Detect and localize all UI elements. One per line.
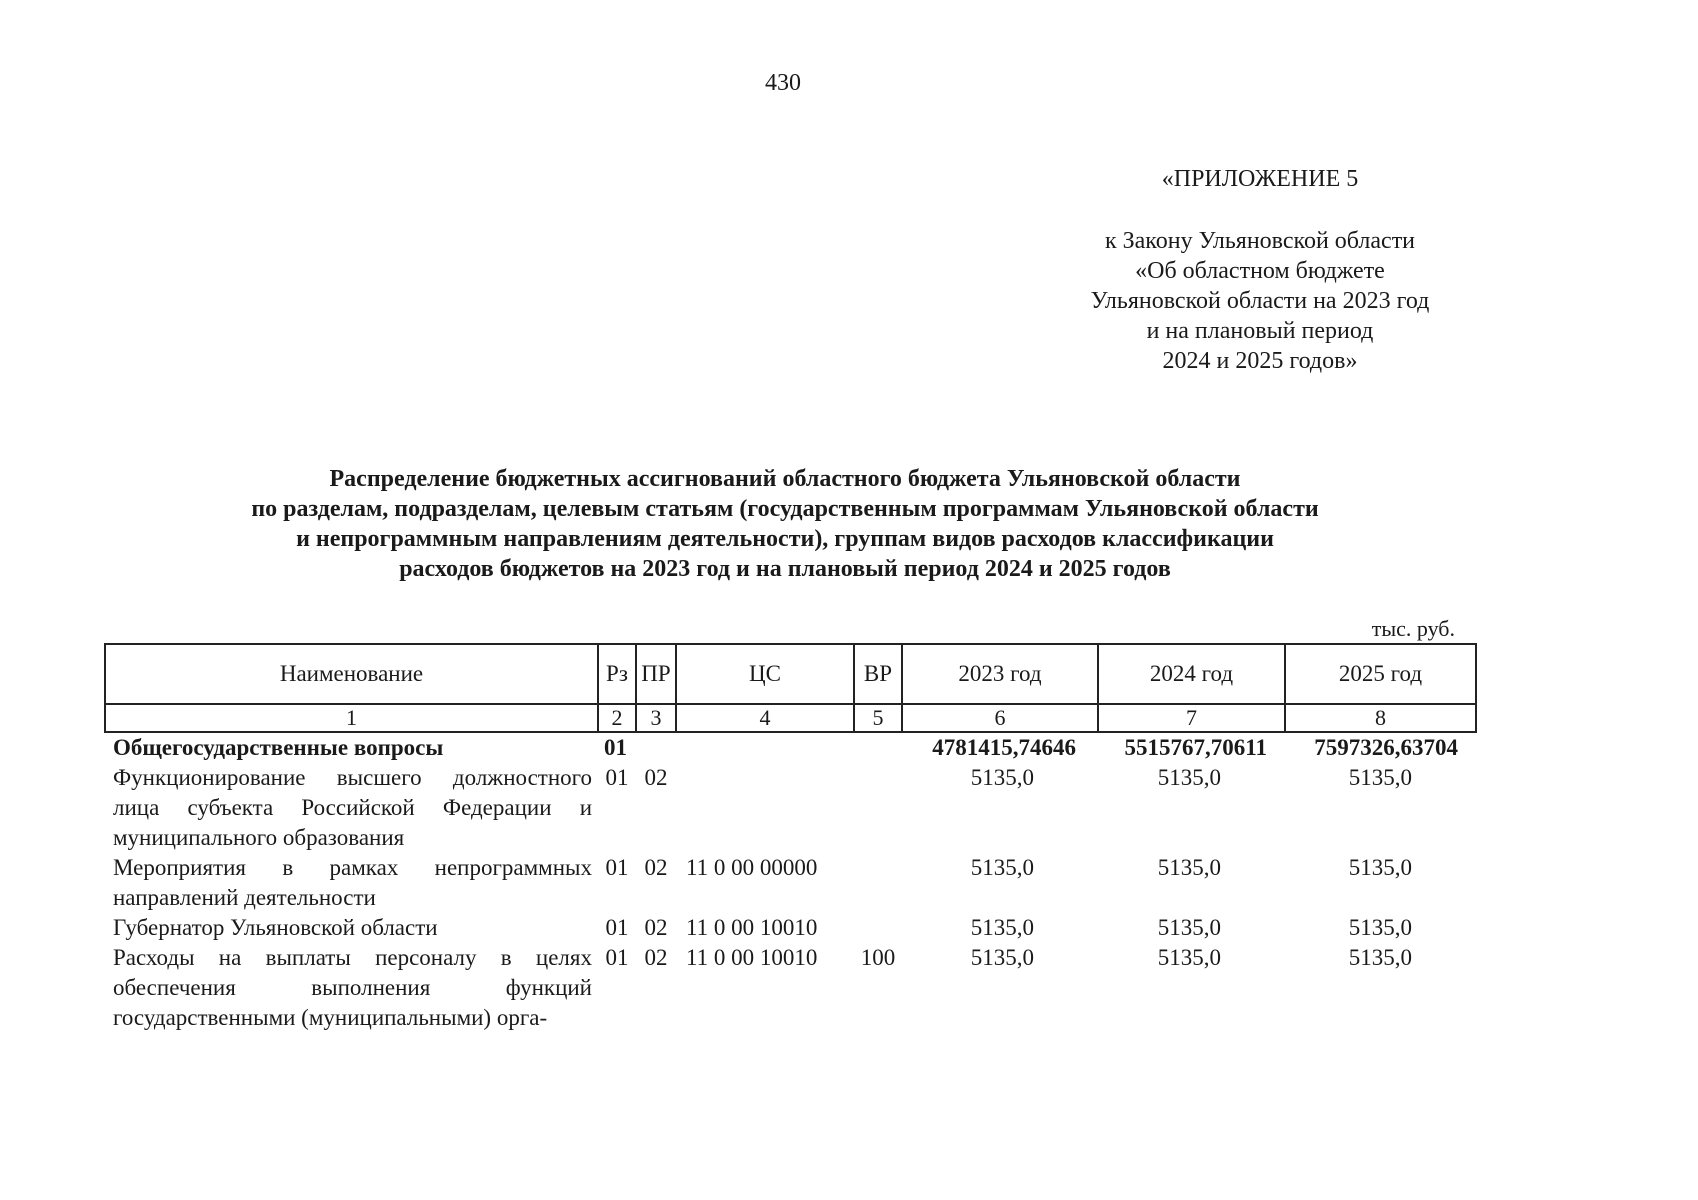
header-cs: ЦС: [676, 644, 854, 704]
table-row: [105, 913, 1476, 943]
header-2025: 2025 год: [1285, 644, 1476, 704]
row-name: Губернатор Ульяновской области: [113, 915, 438, 940]
row-pr: 02: [644, 765, 668, 790]
table-row: [105, 943, 1476, 1033]
row-value-2023: 5135,0: [970, 765, 1034, 790]
header-pr: ПР: [636, 644, 676, 704]
column-number: 6: [902, 704, 1098, 732]
column-number: 7: [1098, 704, 1285, 732]
column-number: 4: [676, 704, 854, 732]
row-vr: [854, 732, 902, 763]
row-value-2023: 5135,0: [970, 915, 1034, 940]
header-2023: 2023 год: [902, 644, 1098, 704]
row-pr: [636, 732, 676, 763]
row-cs: 11 0 00 00000: [686, 855, 818, 880]
row-value-2024: 5135,0: [1157, 855, 1221, 880]
document-title: [120, 464, 1450, 584]
row-vr: [854, 853, 902, 913]
row-vr: [854, 763, 902, 853]
units-label: тыс. руб.: [1371, 616, 1455, 641]
row-value-2023: 4781415,74646: [932, 735, 1076, 760]
page-number: 430: [765, 70, 801, 96]
row-value-2024: 5135,0: [1157, 765, 1221, 790]
row-value-2025: 7597326,63704: [1314, 735, 1458, 760]
row-name: Мероприятия в рамках непрограммных направлений деятельности: [113, 855, 592, 910]
title-line: по разделам, подразделам, целевым статьям (государственным программам Ульяновской области: [251, 496, 1319, 522]
header-vr: ВР: [854, 644, 902, 704]
row-rz: 01: [605, 765, 629, 790]
row-value-2023: 5135,0: [970, 855, 1034, 880]
appendix-reference: [1060, 226, 1460, 376]
appendix-line: 2024 и 2025 годов»: [1162, 348, 1358, 374]
appendix-line: «Об областном бюджете: [1135, 258, 1385, 284]
row-value-2025: 5135,0: [1348, 765, 1412, 790]
column-number: 3: [636, 704, 676, 732]
budget-table: [104, 643, 1477, 1033]
row-name: Расходы на выплаты персоналу в целях обеспечения выполнения функций государственными (муниципальными) орга-: [113, 945, 592, 1030]
row-cs: [676, 732, 854, 763]
row-rz: 01: [605, 855, 629, 880]
appendix-title: «ПРИЛОЖЕНИЕ 5: [1161, 166, 1359, 192]
row-vr: [854, 913, 902, 943]
row-vr: 100: [860, 945, 896, 970]
row-pr: 02: [644, 855, 668, 880]
row-name: Общегосударственные вопросы: [113, 735, 444, 760]
appendix-line: Ульяновской области на 2023 год: [1090, 288, 1430, 314]
row-name: Функционирование высшего должностного лица субъекта Российской Федерации и муниципального образования: [113, 765, 592, 850]
row-pr: 02: [644, 945, 668, 970]
table-header: [105, 644, 1476, 732]
column-number: 1: [105, 704, 598, 732]
row-rz: 01: [604, 735, 627, 760]
header-rz: Рз: [598, 644, 636, 704]
table-row: [105, 732, 1476, 763]
column-number: 8: [1285, 704, 1476, 732]
column-number: 2: [598, 704, 636, 732]
appendix-line: и на плановый период: [1146, 318, 1374, 344]
header-2024: 2024 год: [1098, 644, 1285, 704]
row-value-2025: 5135,0: [1348, 945, 1412, 970]
row-pr: 02: [644, 915, 668, 940]
title-line: расходов бюджетов на 2023 год и на плановый период 2024 и 2025 годов: [399, 556, 1171, 582]
row-cs: [676, 763, 854, 853]
table-row: [105, 763, 1476, 853]
table-row: [105, 853, 1476, 913]
title-line: и непрограммным направлениям деятельности), группам видов расходов классификации: [296, 526, 1274, 552]
column-number: 5: [854, 704, 902, 732]
row-cs: 11 0 00 10010: [686, 915, 818, 940]
row-rz: 01: [605, 915, 629, 940]
row-value-2024: 5515767,70611: [1124, 735, 1267, 760]
appendix-line: к Закону Ульяновской области: [1104, 228, 1416, 254]
row-value-2025: 5135,0: [1348, 915, 1412, 940]
row-value-2024: 5135,0: [1157, 915, 1221, 940]
row-cs: 11 0 00 10010: [686, 945, 818, 970]
row-rz: 01: [605, 945, 629, 970]
row-value-2024: 5135,0: [1157, 945, 1221, 970]
row-value-2023: 5135,0: [970, 945, 1034, 970]
row-value-2025: 5135,0: [1348, 855, 1412, 880]
header-name: Наименование: [105, 644, 598, 704]
title-line: Распределение бюджетных ассигнований областного бюджета Ульяновской области: [329, 466, 1241, 492]
